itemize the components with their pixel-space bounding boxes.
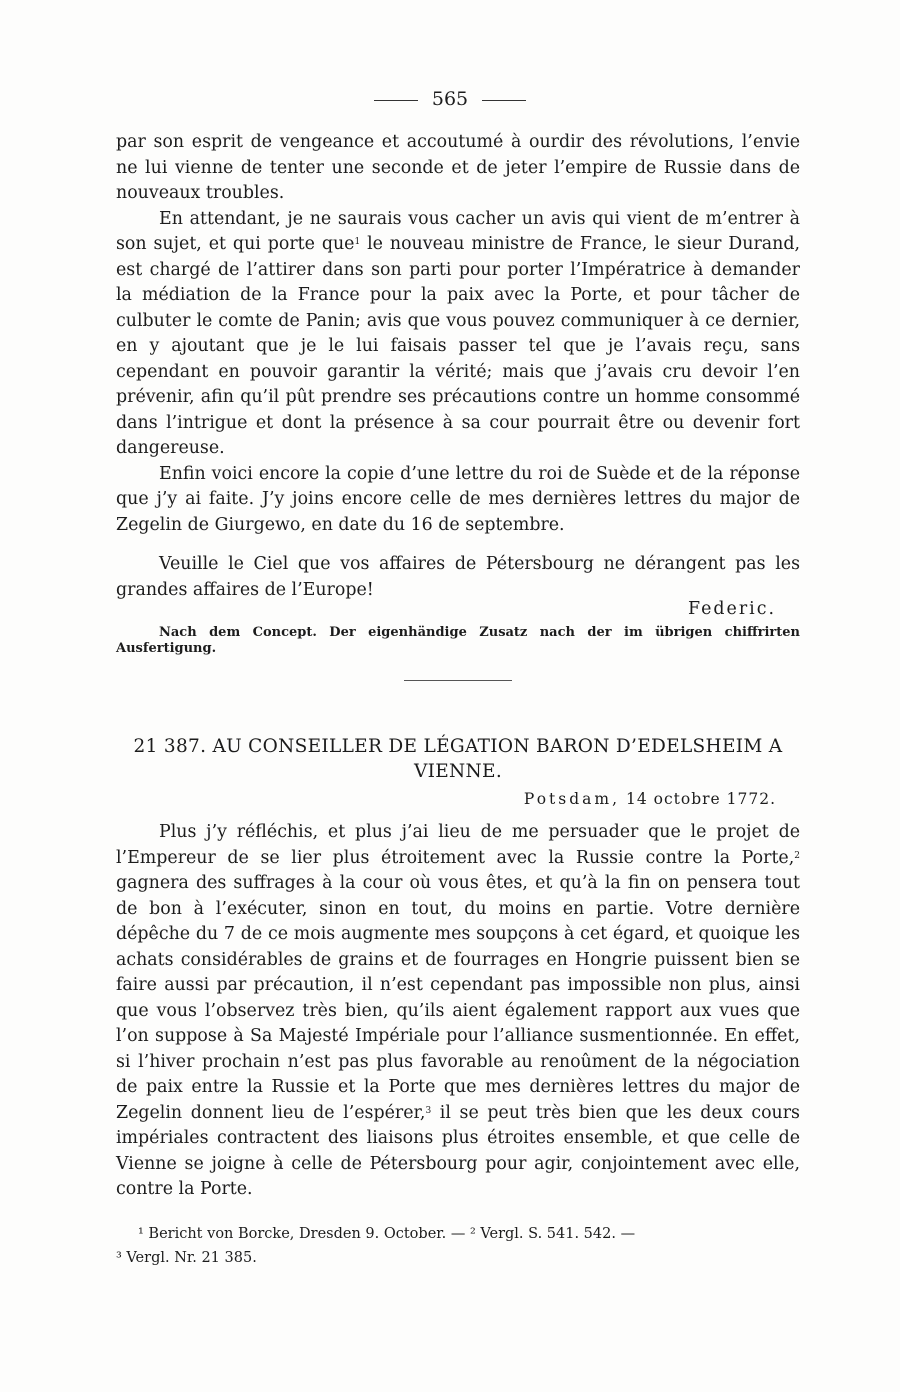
letter-21387: [116, 734, 800, 1203]
paragraph: [116, 207, 800, 462]
footnote-line: ³ Vergl. Nr. 21 385.: [116, 1250, 257, 1266]
letter-body: [116, 820, 800, 1203]
closing-paragraph: Veuille le Ciel que vos affaires de Pétersbourg ne dérangent pas les grandes affaires de l’Europe!: [116, 554, 800, 600]
paragraph: Enfin voici encore la copie d’une lettre du roi de Suède et de la réponse que j’y ai faite. J’y joins encore celle de mes dernières lettres du major de Zegelin de Giurgewo, en date du 16 de septembre.: [116, 463, 800, 535]
footnote-ref: 1: [354, 237, 361, 247]
paragraph-text: En attendant, je ne saurais vous cacher un avis qui vient de m’entrer à son sujet, et qui porte que: [116, 208, 800, 254]
footnote-ref: 3: [425, 1105, 432, 1116]
signature: Federic.: [688, 599, 776, 619]
date: 14 octobre 1772.: [625, 790, 776, 808]
header-rule-left: [374, 100, 418, 101]
page-header: [0, 88, 900, 110]
paragraph-text: Plus j’y réfléchis, et plus j’ai lieu de me persuader que le projet de l’Empereur de se lier plus étroitement avec la Russie contre la Porte,: [116, 822, 800, 868]
paragraph-text: il se peut très bien que les deux cours impériales contractent des liaisons plus étroites ensemble, et que celle de Vienne se joigne à celle de Pétersbourg pour agir, conjointement avec elle, contre la Porte.: [116, 1102, 800, 1199]
footnotes: [116, 1222, 800, 1270]
paragraph-text: gagnera des suffrages à la cour où vous êtes, et qu’à la fin on pensera tout de bon à l’exécuter, sinon en tout, du moins en partie. Votre dernière dépêche du 7 de ce mois augmente mes soupçons à cet égard, et quoique les achats considérables de grains et de fourrages en Hongrie puissent bien se faire aussi par précaution, il n’est cependant pas impossible non plus, ainsi que vous l’observez très bien, qu’ils aient également rapport aux vues que l’on suppose à Sa Majesté Impériale pour l’alliance susmentionnée. En effet, si l’hiver prochain n’est pas plus favorable au renoûment de la négociation de paix entre la Russie et la Porte que mes dernières lettres du major de Zegelin donnent lieu de l’espérer,: [116, 873, 800, 1123]
section-separator: [404, 680, 512, 681]
paragraph-text: le nouveau ministre de France, le sieur Durand, est chargé de l’attirer dans son parti pour porter l’Impératrice à demander la médiation de la France pour la paix avec la Porte, et pour tâcher de culbuter le comte de Panin; avis que vous pouvez communiquer à ce dernier, en y ajoutant que je le lui faisais passer tel que je l’avais reçu, sans cependant en pouvoir garantir la vérité; mais que j’avais cru devoir l’en prévenir, afin qu’il pût prendre ses précautions contre un homme consommé dans l’intrigue et dont la présence à sa cour pourrait être ou devenir fort dangereuse.: [116, 234, 800, 458]
letter-title: AU CONSEILLER DE LÉGATION BARON D’EDELSHEIM A VIENNE.: [212, 736, 783, 782]
letter-heading: [116, 734, 800, 784]
letter-continuation: [116, 130, 800, 657]
page-number: 565: [431, 88, 469, 110]
letter-number: 21 387.: [133, 736, 207, 757]
footnote-line: ¹ Bericht von Borcke, Dresden 9. October. — ² Vergl. S. 541. 542. —: [138, 1226, 636, 1242]
header-rule-right: [482, 100, 526, 101]
paragraph: par son esprit de vengeance et accoutumé à ourdir des révolutions, l’envie ne lui vienne de tenter une seconde et de jeter l’empire de Russie dans de nouveaux troubles.: [116, 132, 800, 203]
footnote-ref: 2: [794, 850, 800, 861]
dateline: [116, 790, 800, 808]
place: Potsdam,: [523, 790, 621, 808]
source-note: Nach dem Concept. Der eigenhändige Zusatz nach der im übrigen chiffrirten Ausfertigung.: [116, 625, 800, 656]
